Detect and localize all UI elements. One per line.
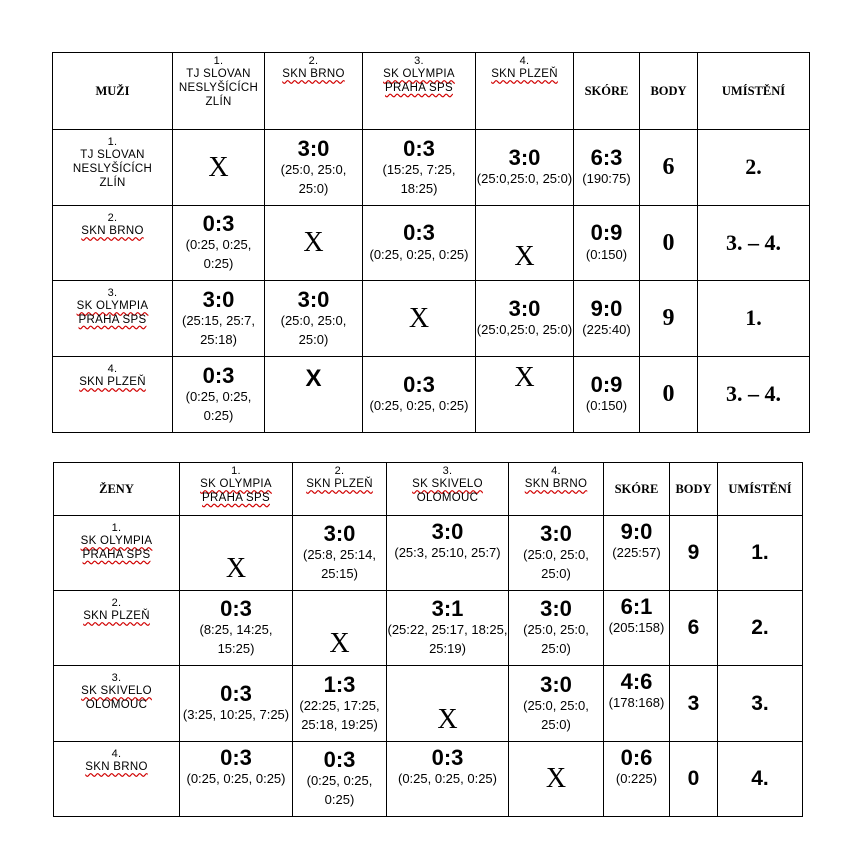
match-cell: 0:3 (8:25, 14:25, 15:25) [180, 591, 293, 666]
points-cell: 6 [670, 591, 718, 666]
placement-cell: 1. [718, 516, 803, 591]
men-results-table [52, 52, 810, 433]
points-cell: 9 [640, 281, 698, 357]
match-cell: 0:3 (0:25, 0:25, 0:25) [180, 742, 293, 817]
match-cell: 1:3 (22:25, 17:25, 25:18, 19:25) [293, 666, 387, 742]
total-score-cell: 9:0 (225:40) [574, 281, 640, 357]
match-cell: 3:0 (25:0, 25:0, 25:0) [509, 666, 604, 742]
points-cell: 9 [670, 516, 718, 591]
table-row [54, 516, 803, 591]
total-score-cell: 6:1 (205:158) [604, 591, 670, 666]
placement-cell: 2. [698, 130, 810, 206]
col-header-team-1: 1. SK OLYMPIA PRAHA SPS [180, 463, 293, 516]
match-cell: 0:3 (3:25, 10:25, 7:25) [180, 666, 293, 742]
total-score-cell: 0:9 (0:150) [574, 206, 640, 281]
col-header-placement: UMÍSTĚNÍ [698, 53, 810, 130]
header-row [54, 463, 803, 516]
match-cell: 0:3 (0:25, 0:25, 0:25) [363, 357, 476, 433]
match-cell: 3:0 (25:0, 25:0, 25:0) [265, 281, 363, 357]
col-header-team-2: 2. SKN PLZEŇ [293, 463, 387, 516]
header-row [53, 53, 810, 130]
placement-cell: 1. [698, 281, 810, 357]
points-cell: 0 [670, 742, 718, 817]
total-score-cell: 0:6 (0:225) [604, 742, 670, 817]
self-match-cell: X [509, 742, 604, 817]
total-score-cell: 9:0 (225:57) [604, 516, 670, 591]
table-title: ŽENY [54, 463, 180, 516]
total-score-cell: 6:3 (190:75) [574, 130, 640, 206]
total-score-cell: 0:9 (0:150) [574, 357, 640, 433]
match-cell: 3:0 (25:0,25:0, 25:0) [476, 281, 574, 357]
match-cell: 0:3 (0:25, 0:25, 0:25) [173, 206, 265, 281]
table-row [53, 281, 810, 357]
match-cell: 3:0 (25:0, 25:0, 25:0) [509, 516, 604, 591]
row-header-team-3: 3. SK SKIVELO OLOMOUC [54, 666, 180, 742]
self-match-cell: X [476, 357, 574, 433]
match-cell: 3:1 (25:22, 25:17, 18:25, 25:19) [387, 591, 509, 666]
col-header-points: BODY [640, 53, 698, 130]
self-match-cell: X [180, 516, 293, 591]
table-row [54, 591, 803, 666]
col-header-team-1: 1. TJ SLOVAN NESLYŠÍCÍCH ZLÍN [173, 53, 265, 130]
row-header-team-1: 1. SK OLYMPIA PRAHA SPS [54, 516, 180, 591]
table-row [54, 666, 803, 742]
match-cell: 3:0 (25:0, 25:0, 25:0) [265, 130, 363, 206]
points-cell: 0 [640, 206, 698, 281]
points-cell: 0 [640, 357, 698, 433]
table-row [53, 357, 810, 433]
col-header-points: BODY [670, 463, 718, 516]
table-row [54, 742, 803, 817]
match-cell: 3:0 (25:8, 25:14, 25:15) [293, 516, 387, 591]
placement-cell: 3. [718, 666, 803, 742]
table-title: MUŽI [53, 53, 173, 130]
table-row [53, 206, 810, 281]
col-header-team-2: 2. SKN BRNO [265, 53, 363, 130]
match-cell: 0:3 (0:25, 0:25, 0:25) [363, 206, 476, 281]
row-header-team-4: 4. SKN BRNO [54, 742, 180, 817]
points-cell: 6 [640, 130, 698, 206]
table-row [53, 130, 810, 206]
placement-cell: 4. [718, 742, 803, 817]
match-cell: 3:0 (25:0,25:0, 25:0) [476, 130, 574, 206]
placement-cell: 3. – 4. [698, 206, 810, 281]
row-header-team-3: 3. SK OLYMPIA PRAHA SPS [53, 281, 173, 357]
self-match-cell: X [173, 130, 265, 206]
self-match-cell: X [387, 666, 509, 742]
match-cell: X [476, 206, 574, 281]
self-match-cell: X [293, 591, 387, 666]
match-cell: 3:0 (25:0, 25:0, 25:0) [509, 591, 604, 666]
row-header-team-2: 2. SKN PLZEŇ [54, 591, 180, 666]
col-header-placement: UMÍSTĚNÍ [718, 463, 803, 516]
col-header-score: SKÓRE [604, 463, 670, 516]
match-cell: 0:3 (15:25, 7:25, 18:25) [363, 130, 476, 206]
col-header-team-3: 3. SK OLYMPIA PRAHA SPS [363, 53, 476, 130]
placement-cell: 3. – 4. [698, 357, 810, 433]
col-header-team-4: 4. SKN BRNO [509, 463, 604, 516]
match-cell: X [265, 357, 363, 433]
row-header-team-2: 2. SKN BRNO [53, 206, 173, 281]
match-cell: 3:0 (25:15, 25:7, 25:18) [173, 281, 265, 357]
row-header-team-4: 4. SKN PLZEŇ [53, 357, 173, 433]
row-header-team-1: 1. TJ SLOVAN NESLYŠÍCÍCH ZLÍN [53, 130, 173, 206]
self-match-cell: X [265, 206, 363, 281]
placement-cell: 2. [718, 591, 803, 666]
points-cell: 3 [670, 666, 718, 742]
self-match-cell: X [363, 281, 476, 357]
match-cell: 3:0 (25:3, 25:10, 25:7) [387, 516, 509, 591]
match-cell: 0:3 (0:25, 0:25, 0:25) [293, 742, 387, 817]
match-cell: 0:3 (0:25, 0:25, 0:25) [173, 357, 265, 433]
col-header-score: SKÓRE [574, 53, 640, 130]
match-cell: 0:3 (0:25, 0:25, 0:25) [387, 742, 509, 817]
women-results-table [53, 462, 803, 817]
col-header-team-3: 3. SK SKIVELO OLOMOUC [387, 463, 509, 516]
total-score-cell: 4:6 (178:168) [604, 666, 670, 742]
col-header-team-4: 4. SKN PLZEŇ [476, 53, 574, 130]
